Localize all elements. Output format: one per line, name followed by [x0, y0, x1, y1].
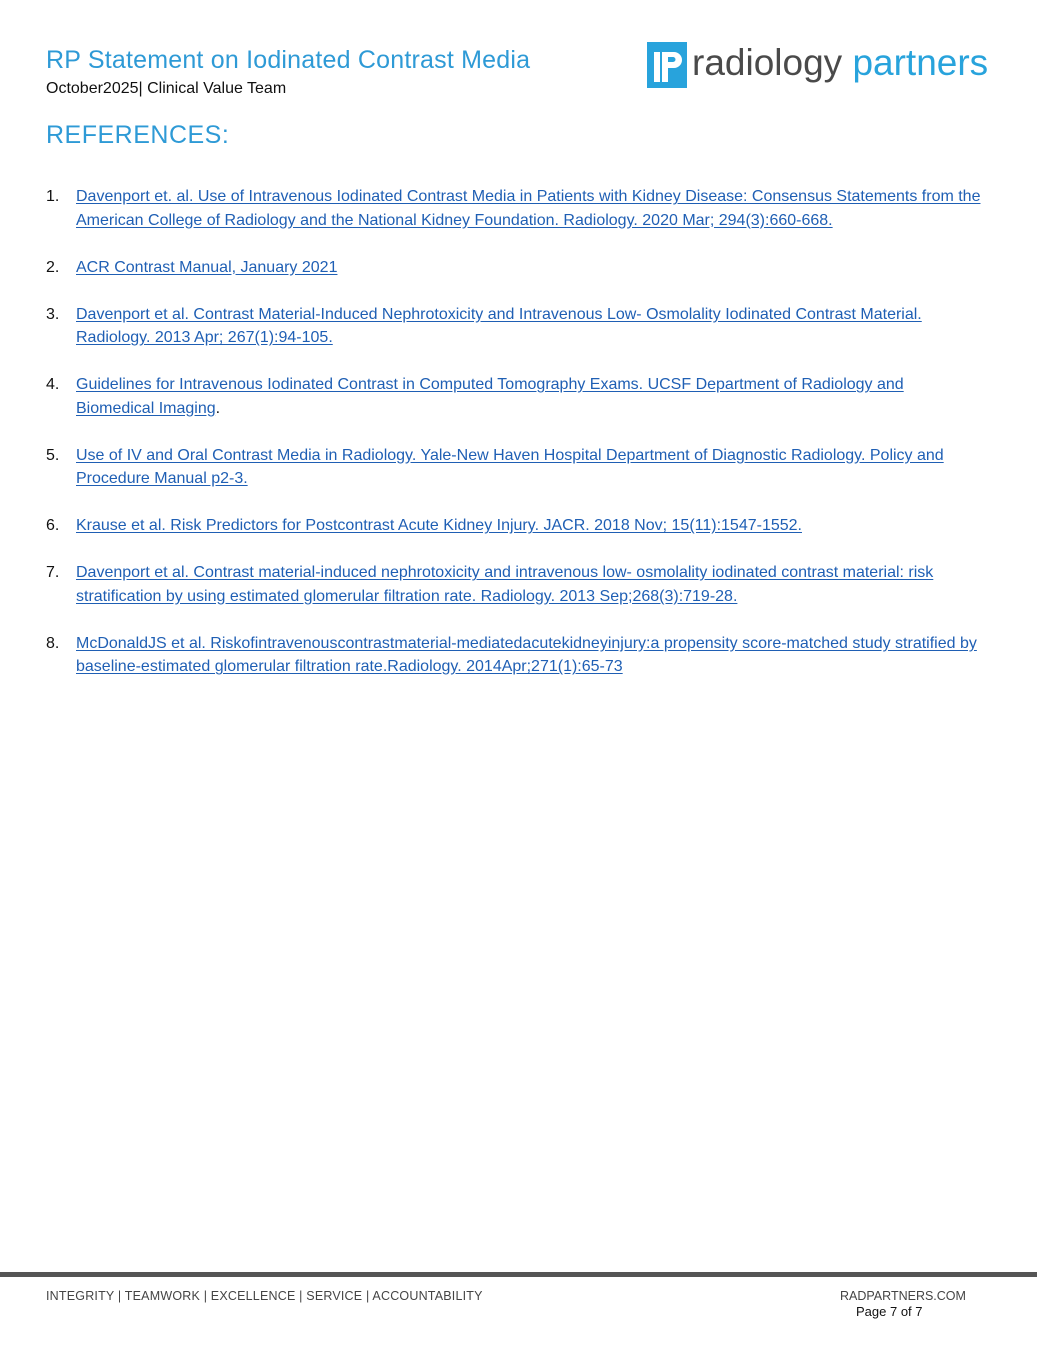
- references-heading: REFERENCES:: [46, 121, 230, 149]
- reference-number: 7.: [46, 564, 60, 581]
- logo-word-partners: partners: [852, 42, 989, 83]
- reference-link[interactable]: Davenport et al. Contrast material-induced nephrotoxicity and intravenous low- osmolality iodinated contrast material: risk stratification by using estimated glomerular filtration rate. Radiology. 2013 Sep;268(3):719-28.: [76, 564, 934, 605]
- page-number: Page 7 of 7: [856, 1304, 923, 1319]
- reference-number: 6.: [46, 517, 60, 534]
- reference-link[interactable]: McDonaldJS et al. Riskofintravenouscontrastmaterial-mediatedacutekidneyinjury:a propensity score-matched study stratified by baseline-estimated glomerular filtration rate.Radiology. 2014Apr;271(1):65-73: [76, 634, 977, 675]
- reference-link[interactable]: Davenport et al. Contrast Material-Induced Nephrotoxicity and Intravenous Low- Osmolality Iodinated Contrast Material. Radiology. 2013 Apr; 267(1):94-105.: [76, 305, 922, 346]
- reference-item: [46, 185, 986, 232]
- reference-link[interactable]: Krause et al. Risk Predictors for Postcontrast Acute Kidney Injury. JACR. 2018 Nov; 15(11):1547-1552.: [76, 517, 802, 534]
- document-title: RP Statement on Iodinated Contrast Media: [46, 46, 531, 74]
- footer-website: RADPARTNERS.COM: [840, 1289, 966, 1303]
- radiology-partners-logo: [647, 40, 992, 90]
- rp-logo-mark-icon: [647, 42, 687, 88]
- reference-item: [46, 514, 986, 538]
- references-list: [46, 185, 986, 702]
- logo-wordmark: [692, 40, 988, 86]
- footer-company-values: INTEGRITY | TEAMWORK | EXCELLENCE | SERVICE | ACCOUNTABILITY: [46, 1289, 483, 1303]
- reference-link[interactable]: Guidelines for Intravenous Iodinated Contrast in Computed Tomography Exams. UCSF Department of Radiology and Biomedical Imaging: [76, 376, 904, 417]
- footer-divider: [0, 1272, 1037, 1277]
- reference-item: [46, 256, 986, 280]
- reference-number: 8.: [46, 634, 60, 652]
- reference-item: [46, 561, 986, 608]
- reference-number: 5.: [46, 446, 60, 464]
- reference-link[interactable]: Davenport et. al. Use of Intravenous Iodinated Contrast Media in Patients with Kidney Disease: Consensus Statements from the American College of Radiology and the National Kidney Foundation. Radiology. 2020 Mar; 294(3):660-668.: [76, 188, 981, 229]
- logo-word-radiology: radiology: [692, 42, 843, 83]
- reference-item: [46, 303, 986, 350]
- reference-number: 4.: [46, 376, 60, 393]
- reference-item: [46, 444, 986, 491]
- reference-number: 3.: [46, 305, 60, 323]
- reference-number: 1.: [46, 188, 60, 205]
- reference-trailing-punctuation: .: [215, 399, 221, 417]
- reference-item: [46, 632, 986, 679]
- reference-link[interactable]: Use of IV and Oral Contrast Media in Radiology. Yale-New Haven Hospital Department of Diagnostic Radiology. Policy and Procedure Manual p2-3.: [76, 446, 944, 487]
- reference-number: 2.: [46, 258, 60, 276]
- document-subtitle: October2025| Clinical Value Team: [46, 80, 287, 97]
- reference-item: [46, 373, 986, 420]
- reference-link[interactable]: ACR Contrast Manual, January 2021: [76, 258, 338, 276]
